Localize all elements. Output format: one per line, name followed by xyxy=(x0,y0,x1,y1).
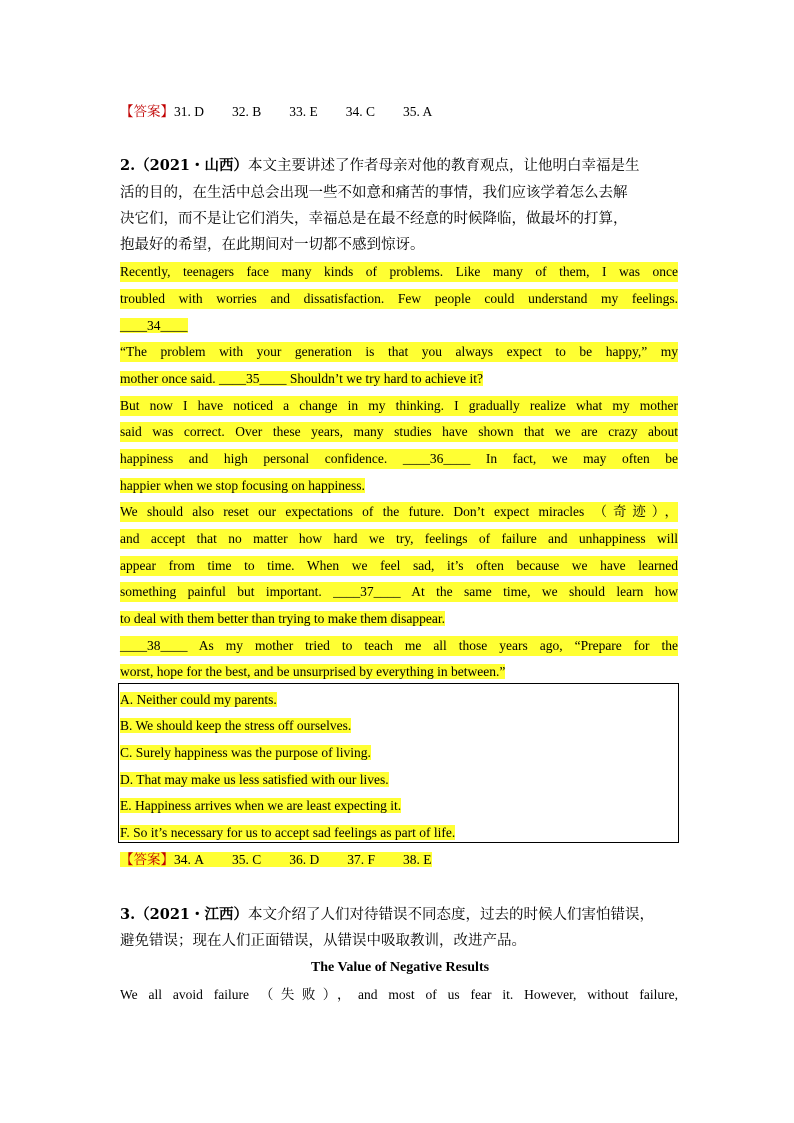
passage-line: said was correct. Over these years, many studies have shown that we are crazy about xyxy=(120,422,678,442)
option-d: D. That may make us less satisfied with our lives. xyxy=(120,772,389,787)
q2-intro-text: 本文主要讲述了作者母亲对他的教育观点，让他明白幸福是生 xyxy=(248,158,640,174)
passage-line: and accept that no matter how hard we try, feelings of failure and unhappiness will xyxy=(120,529,678,549)
answer-item: 31. D xyxy=(174,104,204,119)
passage-line: something painful but important. ____37____ At the same time, we should learn how xyxy=(120,582,678,602)
blank-34: ____34____ xyxy=(120,318,188,333)
q2-intro-line: 抱最好的希望，在此期间对一切都不感到惊讶。 xyxy=(120,237,425,253)
q2-number: 2. xyxy=(120,157,136,174)
passage-line: happiness and high personal confidence. ____36____ In fact, we may often be xyxy=(120,449,678,469)
answer-line-1 xyxy=(120,102,678,122)
passage-title: The Value of Negative Results xyxy=(310,960,490,975)
passage-line: worst, hope for the best, and be unsurprised by everything in between.” xyxy=(120,664,506,679)
passage-line: appear from time to time. When we feel sad, it’s often because we have learned xyxy=(120,556,678,576)
passage-line: mother once said. ____35____ Shouldn’t we try hard to achieve it? xyxy=(120,371,484,386)
answer-item: 34. C xyxy=(345,104,376,119)
passage-line: ____38____ As my mother tried to teach me all those years ago, “Prepare for the xyxy=(120,636,678,656)
q3-intro-line: 避免错误；现在人们正面错误，从错误中吸取教训，改进产品。 xyxy=(120,933,526,949)
option-c: C. Surely happiness was the purpose of living. xyxy=(120,745,371,760)
q3-source: （2021・江西） xyxy=(135,906,248,923)
q3-intro-text: 本文介绍了人们对待错误不同态度，过去的时候人们害怕错误， xyxy=(248,907,654,923)
answer-item: 34. A xyxy=(174,852,204,867)
answer-item: 35. A xyxy=(403,104,433,119)
passage-line: troubled with worries and dissatisfaction. Few people could understand my feelings. xyxy=(120,289,678,309)
q3-intro-line xyxy=(120,902,678,928)
answer-item: 37. F xyxy=(347,852,376,867)
option-b: B. We should keep the stress off ourselves. xyxy=(120,718,352,733)
passage-line: We should also reset our expectations of the future. Don’t expect miracles （奇迹）， xyxy=(120,502,678,522)
passage-line: Recently, teenagers face many kinds of problems. Like many of them, I was once xyxy=(120,262,678,282)
passage-line: “The problem with your generation is that you always expect to be happy,” my xyxy=(120,342,678,362)
answer-item: 32. B xyxy=(232,104,262,119)
option-a: A. Neither could my parents. xyxy=(120,692,277,707)
answer-item: 35. C xyxy=(232,852,262,867)
q2-intro-line: 活的目的，在生活中总会出现一些不如意和痛苦的事情，我们应该学着怎么去解 xyxy=(120,185,628,201)
answer-tag: 【答案】 xyxy=(120,852,174,867)
passage-line: to deal with them better than trying to make them disappear. xyxy=(120,611,446,626)
option-f: F. So it’s necessary for us to accept sad feelings as part of life. xyxy=(120,825,456,840)
passage-line xyxy=(120,316,678,336)
q2-source: （2021・山西） xyxy=(135,157,248,174)
answer-tag: 【答案】 xyxy=(120,104,174,119)
passage-line: But now I have noticed a change in my thinking. I gradually realize what my mother xyxy=(120,396,678,416)
option-e: E. Happiness arrives when we are least expecting it. xyxy=(120,798,402,813)
answer-item: 36. D xyxy=(289,852,320,867)
answer-item: 38. E xyxy=(403,852,432,867)
q2-intro-line: 决它们，而不是让它们消失，幸福总是在最不经意的时候降临，做最坏的打算， xyxy=(120,211,628,227)
q2-intro-line xyxy=(120,153,678,179)
q3-number: 3. xyxy=(120,906,136,923)
answer-item: 33. E xyxy=(289,104,318,119)
passage-line: happier when we stop focusing on happiness. xyxy=(120,478,365,493)
answer-line-2 xyxy=(120,850,678,870)
q3-passage-line: We all avoid failure （失败），and most of us fear it. However, without failure, xyxy=(120,987,678,1002)
